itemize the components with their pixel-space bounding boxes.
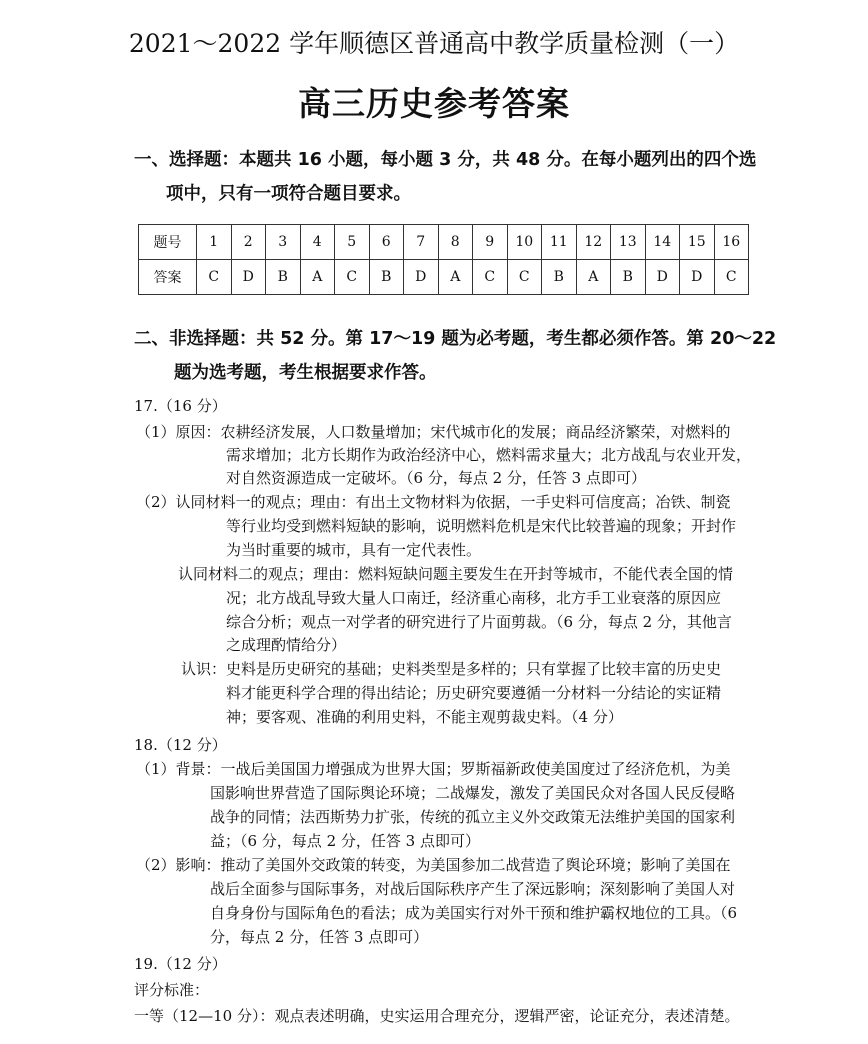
exam-header: 2021～2022 学年顺德区普通高中教学质量检测（一）	[128, 29, 740, 58]
answer-cell: A	[438, 260, 473, 295]
answer-cell: C	[507, 260, 542, 295]
q17-part1-line: 对自然资源造成一定破坏。（6 分，每点 2 分，任答 3 点即可）	[226, 469, 646, 487]
q18-part2-line: （2）影响：推动了美国外交政策的转变，为美国参加二战营造了舆论环境；影响了美国在	[136, 856, 731, 874]
q17-part2-line: 等行业均受到燃料短缺的影响，说明燃料危机是宋代比较普遍的现象；开封作	[226, 517, 737, 535]
question-number-cell: 2	[231, 225, 266, 260]
answer-cell: A	[300, 260, 335, 295]
question-number-cell: 6	[369, 225, 404, 260]
question-number-cell: 16	[714, 225, 749, 260]
q17-part2-line: 综合分析；观点一对学者的研究进行了片面剪裁。（6 分，每点 2 分，其他言	[226, 613, 732, 631]
q17-part2-line: 之成理酌情给分）	[226, 636, 347, 654]
question-number-cell: 15	[680, 225, 715, 260]
question-number-row	[139, 225, 749, 260]
question-number-cell: 1	[197, 225, 232, 260]
section2-heading-line1: 二、非选择题：共 52 分。第 17～19 题为必考题，考生都必须作答。第 20～22	[134, 329, 777, 349]
q18-part1-line: 益；（6 分，每点 2 分，任答 3 点即可）	[210, 832, 480, 850]
q17-insight-line: 认识：史料是历史研究的基础；史料类型是多样的；只有掌握了比较丰富的历史史	[181, 660, 722, 678]
question-number-cell: 4	[300, 225, 335, 260]
q17-insight-line: 料才能更科学合理的得出结论；历史研究要遵循一分材料一分结论的实证精	[226, 684, 722, 702]
answer-cell: C	[714, 260, 749, 295]
q17-heading: 17.（16 分）	[134, 397, 227, 415]
answer-header: 答案	[139, 260, 197, 295]
q18-part1-line: 国影响世界营造了国际舆论环境；二战爆发，激发了美国民众对各国人民反侵略	[210, 784, 736, 802]
answer-cell: B	[542, 260, 577, 295]
q18-part1-line: 战争的同情；法西斯势力扩张，传统的孤立主义外交政策无法维护美国的国家利	[210, 808, 736, 826]
q18-part2-line: 战后全面参与国际事务，对战后国际秩序产生了深远影响；深刻影响了美国人对	[210, 880, 736, 898]
q19-heading: 19.（12 分）	[134, 955, 227, 973]
question-number-cell: 13	[611, 225, 646, 260]
answer-cell: B	[369, 260, 404, 295]
answer-cell: D	[645, 260, 680, 295]
q17-part2-line: 况；北方战乱导致大量人口南迁，经济重心南移，北方手工业衰落的原因应	[226, 589, 722, 607]
section1-heading-line2: 项中，只有一项符合题目要求。	[166, 184, 411, 204]
q17-part1-line: （1）原因：农耕经济发展，人口数量增加；宋代城市化的发展；商品经济繁荣，对燃料的	[136, 423, 731, 441]
answer-table	[138, 224, 749, 295]
question-number-cell: 11	[542, 225, 577, 260]
q17-insight-line: 神；要客观、准确的利用史料，不能主观剪裁史料。（4 分）	[226, 708, 623, 726]
section1-heading-line1: 一、选择题：本题共 16 小题，每小题 3 分，共 48 分。在每小题列出的四个选	[134, 150, 757, 170]
q18-part1-line: （1）背景：一战后美国国力增强成为世界大国；罗斯福新政使美国度过了经济危机，为美	[136, 760, 731, 778]
question-number-cell: 10	[507, 225, 542, 260]
question-number-cell: 3	[266, 225, 301, 260]
q17-part2-line: （2）认同材料一的观点；理由：有出土文物材料为依据，一手史料可信度高；冶铁、制瓷	[136, 493, 731, 511]
question-number-cell: 12	[576, 225, 611, 260]
question-number-cell: 8	[438, 225, 473, 260]
question-number-cell: 14	[645, 225, 680, 260]
answer-cell: B	[611, 260, 646, 295]
question-number-cell: 5	[335, 225, 370, 260]
answer-cell: B	[266, 260, 301, 295]
answer-cell: C	[335, 260, 370, 295]
q18-part2-line: 自身身份与国际角色的看法；成为美国实行对外干预和维护霸权地位的工具。（6	[210, 904, 738, 922]
question-number-header: 题号	[139, 225, 197, 260]
q17-part2-line: 为当时重要的城市，具有一定代表性。	[226, 541, 482, 559]
section2-heading-line2: 题为选考题，考生根据要求作答。	[174, 363, 437, 383]
answer-cell: C	[197, 260, 232, 295]
question-number-cell: 9	[473, 225, 508, 260]
page-title: 高三历史参考答案	[298, 84, 570, 123]
q17-part1-line: 需求增加；北方长期作为政治经济中心，燃料需求量大；北方战乱与农业开发，	[226, 446, 752, 464]
question-number-cell: 7	[404, 225, 439, 260]
answer-cell: D	[231, 260, 266, 295]
q19-grade1-line: 一等（12—10 分）：观点表述明确，史实运用合理充分，逻辑严密，论证充分，表述清楚。	[134, 1007, 740, 1025]
answer-cell: C	[473, 260, 508, 295]
answer-row	[139, 260, 749, 295]
q17-part2-line: 认同材料二的观点；理由：燃料短缺问题主要发生在开封等城市，不能代表全国的情	[178, 565, 734, 583]
q19-criteria-label: 评分标准：	[134, 981, 210, 999]
q18-heading: 18.（12 分）	[134, 736, 227, 754]
q18-part2-line: 分，每点 2 分，任答 3 点即可）	[210, 928, 429, 946]
answer-cell: D	[680, 260, 715, 295]
answer-cell: D	[404, 260, 439, 295]
answer-cell: A	[576, 260, 611, 295]
